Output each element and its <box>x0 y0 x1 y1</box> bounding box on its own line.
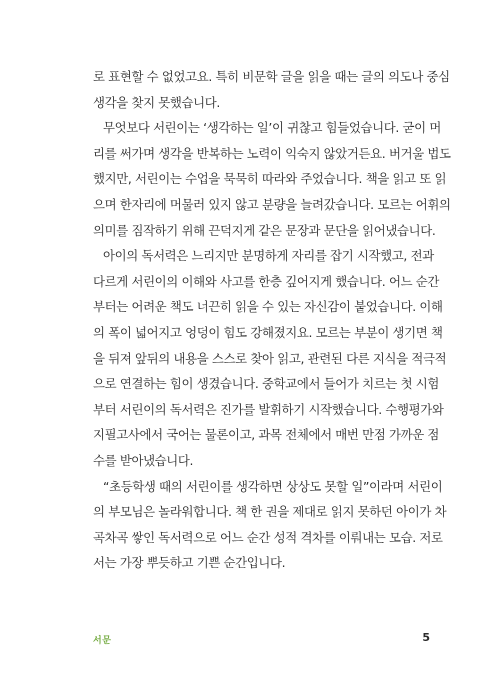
text-line: 부터는 어려운 책도 너끈히 읽을 수 있는 자신감이 붙었습니다. 이해 <box>93 299 443 315</box>
page-number: 5 <box>422 631 430 644</box>
text-line: 로 표현할 수 없었고요. 특히 비문학 글을 읽을 때는 글의 의도나 중심 <box>93 69 450 84</box>
paragraph-4 <box>93 474 447 576</box>
text-line: 수를 받아냈습니다. <box>93 452 194 468</box>
text-line: 했지만, 서린이는 수업을 묵묵히 따라와 주었습니다. 책을 읽고 또 읽 <box>93 171 447 187</box>
text-line: 곡차곡 쌓인 독서력으로 어느 순간 성적 격차를 이뤄내는 모습. 저로 <box>93 529 443 545</box>
text-line: “초등학생 때의 서린이를 생각하면 상상도 못할 일”이라며 서린이 <box>103 478 443 494</box>
paragraph-3 <box>93 243 447 473</box>
text-line: 의 폭이 넓어지고 엉덩이 힘도 강해졌지요. 모르는 부분이 생기면 책 <box>93 324 443 340</box>
text-line: 으로 연결하는 힘이 생겼습니다. 중학교에서 들어가 치르는 첫 시험 <box>93 376 440 392</box>
text-line: 을 뒤져 앞뒤의 내용을 스스로 찾아 읽고, 관련된 다른 지식을 적극적 <box>93 350 447 366</box>
text-line: 다르게 서린이의 이해와 사고를 한층 깊어지게 했습니다. 어느 순간 <box>93 273 440 289</box>
text-line: 의 부모님은 놀라워합니다. 책 한 권을 제대로 읽지 못하던 아이가 차 <box>93 504 447 520</box>
page-body <box>93 64 451 576</box>
text-line: 지필고사에서 국어는 물론이고, 과목 전체에서 매번 만점 가까운 점 <box>93 427 440 443</box>
text-line: 리를 써가며 생각을 반복하는 노력이 익숙지 않았거든요. 버거울 법도 <box>93 145 451 161</box>
section-label: 서문 <box>93 636 112 646</box>
text-line: 서는 가장 뿌듯하고 기쁜 순간입니다. <box>93 555 286 571</box>
paragraph-1 <box>93 64 450 115</box>
text-line: 의미를 짐작하기 위해 끈덕지게 같은 문장과 문단을 읽어냈습니다. <box>93 222 436 238</box>
text-line: 아이의 독서력은 느리지만 분명하게 자리를 잡기 시작했고, 전과 <box>103 248 434 264</box>
text-line: 으며 한자리에 머물러 있지 않고 분량을 늘려갔습니다. 모르는 어휘의 <box>93 196 451 212</box>
paragraph-2 <box>93 115 451 243</box>
text-line: 생각을 찾지 못했습니다. <box>93 94 220 110</box>
text-line: 부터 서린이의 독서력은 진가를 발휘하기 시작했습니다. 수행평가와 <box>93 401 444 417</box>
text-line: 무엇보다 서린이는 ‘생각하는 일’이 귀찮고 힘들었습니다. 굳이 머 <box>103 120 441 136</box>
